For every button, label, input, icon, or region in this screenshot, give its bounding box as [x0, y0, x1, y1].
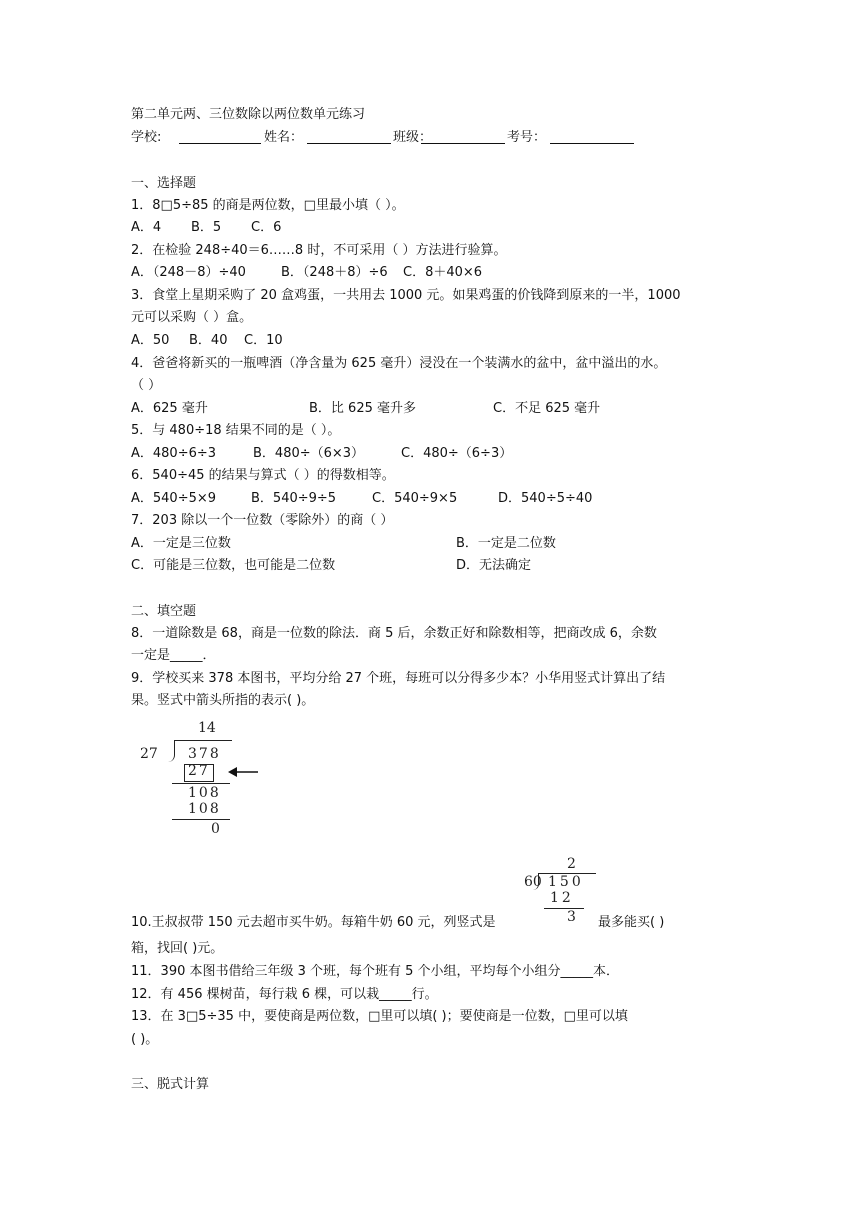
option-c[interactable]: C．480÷（6÷3）	[401, 446, 513, 461]
exam-no-label: 考号：	[507, 130, 547, 145]
option-a[interactable]: A．4	[131, 220, 162, 235]
question-8-line2: 一定是_____．	[131, 648, 216, 663]
remainder: 3	[567, 909, 576, 925]
subtraction-line	[544, 908, 584, 909]
subtraction-line-1	[172, 783, 230, 784]
division-bar	[174, 740, 232, 741]
remainder: 0	[211, 821, 220, 837]
question-1-options	[131, 219, 431, 237]
question-5-stem: 5．与 480÷18 结果不同的是（ ）。	[131, 423, 341, 438]
question-3-stem-line1: 3．食堂上星期采购了 20 盒鸡蛋，一共用去 1000 元。如果鸡蛋的价钱降到原来的一半，1000	[131, 288, 681, 303]
divisor: 60	[524, 874, 542, 890]
name-blank[interactable]	[307, 129, 391, 144]
option-b[interactable]: B．比 625 毫升多	[309, 401, 416, 416]
option-a[interactable]: A．一定是三位数	[131, 536, 231, 551]
option-d[interactable]: D．540÷5÷40	[498, 491, 593, 506]
page-title: 第二单元两、三位数除以两位数单元练习	[131, 107, 366, 122]
question-13-line1: 13．在 3□5÷35 中，要使商是两位数，□里可以填( )；要使商是一位数，□里可以填	[131, 1009, 628, 1024]
option-d[interactable]: D．无法确定	[456, 558, 532, 573]
option-c[interactable]: C．10	[244, 333, 283, 348]
subtraction-line-2	[172, 819, 230, 820]
divisor: 27	[140, 746, 158, 762]
section-heading-calc: 三、脱式计算	[131, 1077, 210, 1092]
option-a[interactable]: A．50	[131, 333, 170, 348]
dividend: 150	[548, 874, 584, 890]
question-11: 11．390 本图书借给三年级 3 个班，每个班有 5 个小组，平均每个小组分_____本．	[131, 964, 620, 979]
option-a[interactable]: A．（248－8）÷40	[131, 265, 246, 280]
question-4-stem-line1: 4．爸爸将新买的一瓶啤酒（净含量为 625 毫升）浸没在一个装满水的盆中，盆中溢出的水。	[131, 356, 667, 371]
option-b[interactable]: B．540÷9÷5	[251, 491, 337, 506]
question-4-options	[131, 400, 651, 418]
question-12: 12．有 456 棵树苗，每行栽 6 棵，可以栽_____行。	[131, 987, 438, 1002]
question-3-stem-line2: 元可以采购（ ）盒。	[131, 310, 253, 325]
question-4-stem-line2: （ ）	[131, 378, 162, 393]
option-b[interactable]: B．480÷（6×3）	[253, 446, 365, 461]
option-a[interactable]: A．540÷5×9	[131, 491, 217, 506]
division-bracket	[168, 740, 175, 762]
question-5-options	[131, 445, 551, 463]
question-6-stem: 6．540÷45 的结果与算式（ ）的得数相等。	[131, 468, 395, 483]
section-heading-fill: 二、填空题	[131, 604, 197, 619]
second-product: 108	[188, 801, 221, 817]
name-label: 姓名：	[264, 130, 304, 145]
question-10-part2: 最多能买( )	[598, 915, 665, 930]
student-info-row	[131, 129, 651, 147]
question-7-options-row2	[131, 557, 631, 575]
first-product: 27	[188, 763, 210, 779]
product: 12	[550, 890, 574, 906]
option-a[interactable]: A．480÷6÷3	[131, 446, 217, 461]
option-b[interactable]: B．40	[189, 333, 228, 348]
class-label: 班级：	[393, 130, 433, 145]
question-1-stem: 1．8□5÷85 的商是两位数，□里最小填（ ）。	[131, 198, 405, 213]
question-10-line1	[131, 914, 731, 932]
exam-no-blank[interactable]	[550, 129, 634, 144]
option-c[interactable]: C．6	[251, 220, 282, 235]
question-2-stem: 2．在检验 248÷40＝6……8 时，不可采用（ ）方法进行验算。	[131, 243, 507, 258]
class-blank[interactable]	[421, 129, 505, 144]
option-c[interactable]: C．可能是三位数，也可能是二位数	[131, 558, 336, 573]
long-division-figure-1	[132, 720, 272, 840]
option-b[interactable]: B．（248＋8）÷6	[281, 265, 388, 280]
quotient: 14	[198, 720, 216, 736]
section-heading-choice: 一、选择题	[131, 176, 197, 191]
question-6-options	[131, 490, 651, 508]
partial-dividend: 108	[188, 785, 221, 801]
question-3-options	[131, 332, 431, 350]
option-c[interactable]: C．540÷9×5	[372, 491, 458, 506]
question-9-line2: 果。竖式中箭头所指的表示( )。	[131, 693, 315, 708]
question-7-options-row1	[131, 535, 631, 553]
option-b[interactable]: B．一定是二位数	[456, 536, 556, 551]
arrow-left-icon	[228, 765, 258, 779]
quotient: 2	[567, 856, 576, 872]
question-13-line2: ( )。	[131, 1032, 159, 1047]
question-7-stem: 7．203 除以一个一位数（零除外）的商（ ）	[131, 513, 394, 528]
option-c[interactable]: C．8＋40×6	[403, 265, 483, 280]
option-a[interactable]: A．625 毫升	[131, 401, 208, 416]
option-c[interactable]: C．不足 625 毫升	[493, 401, 601, 416]
option-b[interactable]: B．5	[191, 220, 222, 235]
question-2-options	[131, 264, 531, 282]
school-label: 学校:	[131, 130, 162, 145]
question-9-line1: 9．学校买来 378 本图书，平均分给 27 个班，每班可以分得多少本？小华用竖式计算出了结	[131, 671, 666, 686]
question-10-part1: 10.王叔叔带 150 元去超市买牛奶。每箱牛奶 60 元，列竖式是	[131, 915, 496, 930]
question-8-line1: 8．一道除数是 68，商是一位数的除法．商 5 后，余数正好和除数相等，把商改成 6，余数	[131, 626, 657, 641]
school-blank[interactable]	[179, 129, 261, 144]
question-10-line2: 箱，找回( )元。	[131, 941, 224, 956]
dividend: 378	[188, 746, 221, 762]
